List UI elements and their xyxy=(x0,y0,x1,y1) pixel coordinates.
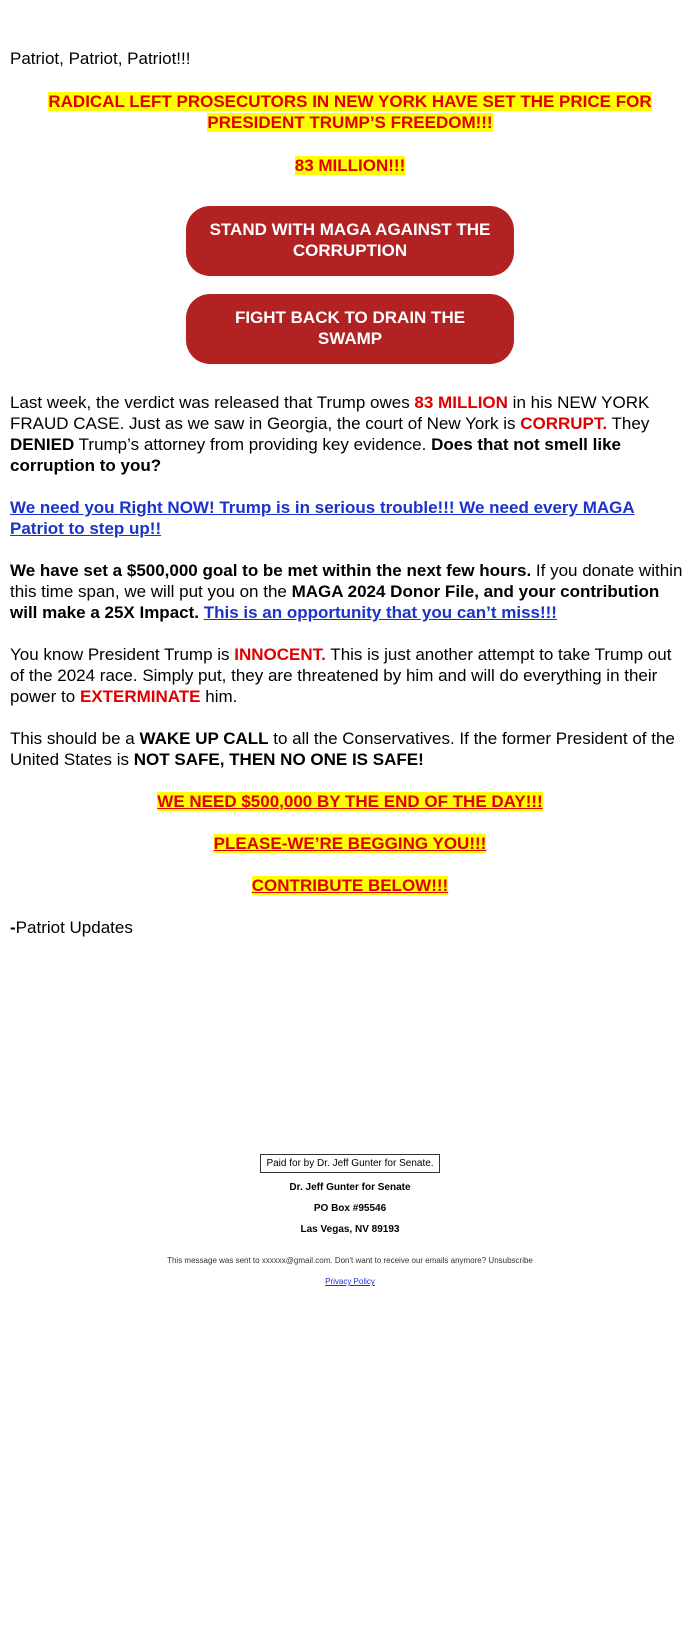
text: Trump’s attorney from providing key evidence. xyxy=(74,435,432,454)
text: to all the Conservatives. If the former President of the United States is xyxy=(10,729,675,769)
footer-po-box: PO Box #95546 xyxy=(313,1203,387,1214)
stand-with-maga-button[interactable]: STAND WITH MAGA AGAINST THE CORRUPTION xyxy=(186,206,514,276)
bold-goal: We have set a $500,000 goal to be met within the next few hours. xyxy=(10,561,532,580)
paragraph-goal xyxy=(10,560,690,623)
bold-donor-file: MAGA 2024 Donor File, and your contribution will make a 25X Impact. xyxy=(10,582,660,622)
bold-question: Does that not smell like corruption to you? xyxy=(10,435,621,475)
signoff-dash: - xyxy=(10,918,16,937)
highlight-innocent: INNOCENT. xyxy=(234,645,326,664)
highlight-corrupt: CORRUPT. xyxy=(520,414,608,433)
bold-wake-up-call: WAKE UP CALL xyxy=(139,729,269,748)
paragraph-verdict xyxy=(10,392,690,476)
cta-contribute xyxy=(10,875,690,896)
text: Last week, the verdict was released that Trump owes xyxy=(10,393,415,412)
footer xyxy=(10,1154,690,1287)
signoff-name: Patriot Updates xyxy=(15,918,133,937)
footer-city: Las Vegas, NV 89193 xyxy=(300,1224,400,1235)
bold-not-safe: NOT SAFE, THEN NO ONE IS SAFE! xyxy=(133,750,424,769)
cta-line-2: PLEASE-WE’RE BEGGING YOU!!! xyxy=(213,834,487,853)
paid-for-box: Paid for by Dr. Jeff Gunter for Senate. xyxy=(260,1154,439,1173)
amount-line xyxy=(10,155,690,176)
text: This should be a xyxy=(10,729,140,748)
text: You know President Trump is xyxy=(10,645,235,664)
text: They xyxy=(607,414,650,433)
cta-need-500k xyxy=(10,791,690,812)
paragraph-wake-up xyxy=(10,728,690,770)
button-group xyxy=(10,206,690,364)
fight-back-button[interactable]: FIGHT BACK TO DRAIN THE SWAMP xyxy=(186,294,514,364)
footer-org: Dr. Jeff Gunter for Senate xyxy=(289,1182,411,1193)
paragraph-need-you xyxy=(10,497,690,539)
headline-text: RADICAL LEFT PROSECUTORS IN NEW YORK HAVE SET THE PRICE FOR PRESIDENT TRUMP’S FREEDOM!!! xyxy=(48,92,652,132)
privacy-policy-link[interactable]: Privacy Policy xyxy=(325,1277,375,1286)
cta-line-1: WE NEED $500,000 BY THE END OF THE DAY!!! xyxy=(157,792,543,811)
footer-notice: This message was sent to xxxxxx@gmail.com. Don't want to receive our emails anymore? Unsubscribe xyxy=(167,1256,533,1265)
bold-denied: DENIED xyxy=(10,435,75,454)
cta-line-3: CONTRIBUTE BELOW!!! xyxy=(251,876,449,895)
amount-text: 83 MILLION!!! xyxy=(294,156,406,175)
cta-begging xyxy=(10,833,690,854)
text: him. xyxy=(200,687,238,706)
text: This is just another attempt to take Trump out of the 2024 race. Simply put, they are threatened by him and will do everything in their power to xyxy=(10,645,672,706)
signoff xyxy=(10,917,690,938)
need-you-link[interactable]: We need you Right NOW! Trump is in serious trouble!!! We need every MAGA Patriot to step up!! xyxy=(10,498,635,538)
text: If you donate within this time span, we will put you on the xyxy=(10,561,683,601)
paragraph-innocent xyxy=(10,644,690,707)
headline xyxy=(10,91,690,133)
highlight-83-million: 83 MILLION xyxy=(414,393,508,412)
highlight-exterminate: EXTERMINATE xyxy=(79,687,201,706)
opportunity-link[interactable]: This is an opportunity that you can’t miss!!! xyxy=(203,603,557,622)
text: in his NEW YORK FRAUD CASE. Just as we saw in Georgia, the court of New York is xyxy=(10,393,650,433)
greeting: Patriot, Patriot, Patriot!!! xyxy=(10,49,191,68)
